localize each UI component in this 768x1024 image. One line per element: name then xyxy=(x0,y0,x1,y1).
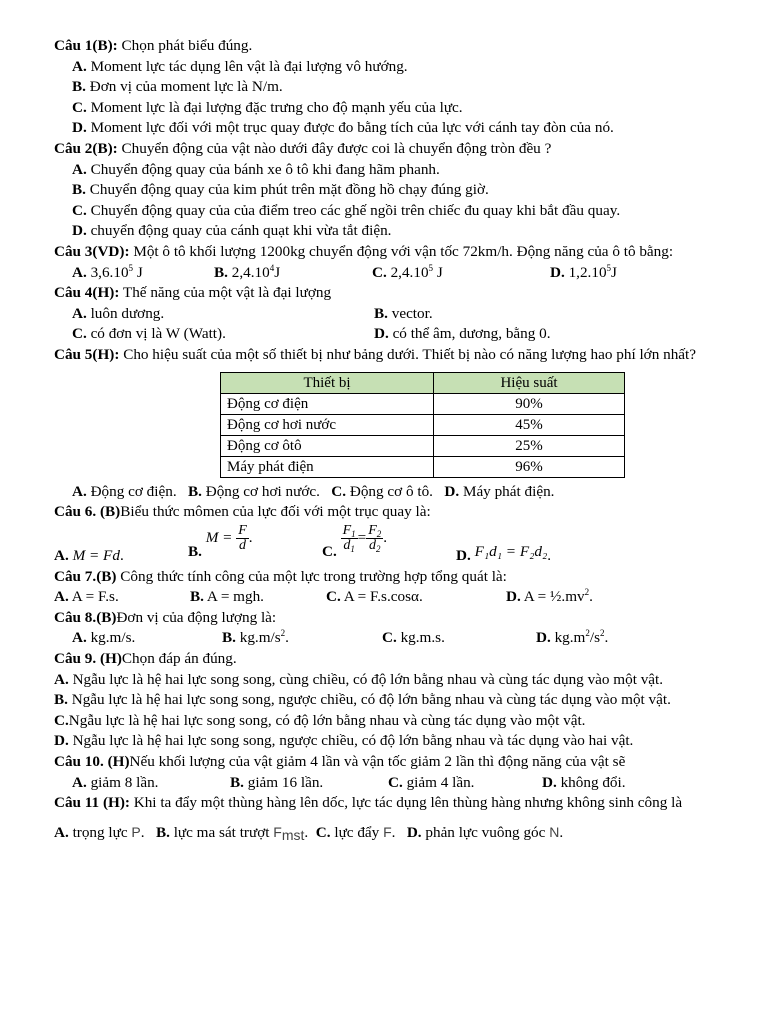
exam-page xyxy=(54,36,718,843)
table-cell: 96% xyxy=(434,456,625,477)
question-11-text: Khi ta đẩy một thùng hàng lên dốc, lực tác dụng lên thùng hàng nhưng không sinh công là xyxy=(129,794,683,812)
question-9 xyxy=(54,649,718,752)
q7-option-b: B. A = mgh. xyxy=(190,588,264,606)
table-header: Hiệu suất xyxy=(434,372,625,393)
table-cell: 90% xyxy=(434,393,625,414)
question-1-text: Chọn phát biểu đúng. xyxy=(117,37,253,54)
q5-option-a: A. Động cơ điện. xyxy=(72,482,177,500)
q8-option-a: A. kg.m/s. xyxy=(72,629,136,647)
q3-options xyxy=(54,263,718,284)
q10-option-c: C. giảm 4 lần. xyxy=(388,773,475,791)
question-5 xyxy=(54,345,718,502)
question-2 xyxy=(54,139,718,242)
table-header-row xyxy=(221,372,625,393)
q9-option-a: A. Ngẫu lực là hệ hai lực song song, cùng chiều, có độ lớn bằng nhau và cùng tác dụng vào một vật. xyxy=(54,670,664,688)
question-9-head: Câu 9. (H) xyxy=(54,650,122,668)
q4-option-b: B. vector. xyxy=(374,304,433,322)
q4-option-a: A. luôn dương. xyxy=(72,304,165,322)
fraction: $\frac{F}{d}$ xyxy=(238,522,247,553)
q7-option-c: C. A = F.s.cosα. xyxy=(326,588,423,606)
question-6 xyxy=(54,502,718,567)
q10-option-a: A. giảm 8 lần. xyxy=(72,773,159,791)
question-7 xyxy=(54,567,718,608)
table-row xyxy=(221,414,625,435)
q11-option-c: C. lực đẩy F. xyxy=(315,823,396,841)
table-row xyxy=(221,393,625,414)
q4-option-d: D. có thể âm, dương, bằng 0. xyxy=(374,325,551,343)
q10-option-b: B. giảm 16 lần. xyxy=(230,773,324,791)
question-3-head: Câu 3(VD): xyxy=(54,242,130,260)
question-6-head: Câu 6. (B) xyxy=(54,503,121,521)
question-2-text: Chuyển động của vật nào dưới đây được coi là chuyển động tròn đều ? xyxy=(117,139,552,157)
question-1 xyxy=(54,36,718,139)
q3-option-b: B. 2,4.10$^4$J xyxy=(214,262,281,281)
q11-option-b: B. lực ma sát trượt $F_{mst}$. xyxy=(155,823,309,843)
table-header: Thiết bị xyxy=(221,372,434,393)
question-3-text: Một ô tô khối lượng 1200kg chuyển động với vận tốc 72km/h. Động năng của ô tô bằng: xyxy=(129,242,674,260)
table-cell: 45% xyxy=(434,414,625,435)
q6-option-a: A. M = Fd. xyxy=(54,547,124,565)
vector-f-symbol: F xyxy=(273,823,282,840)
question-4-head: Câu 4(H): xyxy=(54,284,120,302)
vector-n-symbol: N xyxy=(549,823,560,840)
q11-option-d: D. phản lực vuông góc N. xyxy=(406,823,564,841)
question-5-text: Cho hiệu suất của một số thiết bị như bảng dưới. Thiết bị nào có năng lượng hao phí lớn nhất? xyxy=(119,345,696,363)
q1-option-c: C. Moment lực là đại lượng đặc trưng cho độ mạnh yếu của lực. xyxy=(72,98,463,116)
q9-option-d: D. Ngẫu lực là hệ hai lực song song, ngược chiều, có độ lớn bằng nhau và tác dụng vào hai vật. xyxy=(54,732,634,750)
table-cell: 25% xyxy=(434,435,625,456)
table-cell: Máy phát điện xyxy=(221,456,434,477)
q10-option-d: D. không đổi. xyxy=(542,773,626,791)
question-2-head: Câu 2(B): xyxy=(54,139,118,157)
question-7-head: Câu 7.(B) xyxy=(54,567,117,585)
question-9-text: Chọn đáp án đúng. xyxy=(121,650,237,668)
question-4-text: Thế năng của một vật là đại lượng xyxy=(119,284,332,302)
efficiency-table xyxy=(220,372,625,478)
q9-option-b: B. Ngẫu lực là hệ hai lực song song, ngược chiều, có độ lớn bằng nhau và cùng tác dụng vào một vật. xyxy=(54,691,671,709)
q2-option-a: A. Chuyển động quay của bánh xe ô tô khi đang hãm phanh. xyxy=(72,160,440,178)
q8-option-c: C. kg.m.s. xyxy=(382,629,445,647)
q1-option-b: B. Đơn vị của moment lực là N/m. xyxy=(72,78,283,96)
q1-option-a: A. Moment lực tác dụng lên vật là đại lượng vô hướng. xyxy=(72,57,408,75)
q5-option-b: B. Động cơ hơi nước. xyxy=(188,482,320,500)
table-cell: Động cơ điện xyxy=(221,393,434,414)
table-row xyxy=(221,456,625,477)
question-4 xyxy=(54,283,718,345)
question-8 xyxy=(54,608,718,649)
q6-option-d: D. F₁d₁ = F₂d₂. xyxy=(456,543,552,565)
q7-option-d: D. $A = \frac{1}{2}.mv^2$. xyxy=(506,587,593,606)
q11-options xyxy=(54,822,718,844)
question-3 xyxy=(54,242,718,283)
question-11-head: Câu 11 (H): xyxy=(54,794,130,812)
question-11 xyxy=(54,793,718,843)
question-7-text: Công thức tính công của một lực trong trường hợp tổng quát là: xyxy=(116,567,507,585)
q8-option-b: B. $kg.m/s^2$. xyxy=(222,628,289,647)
question-10 xyxy=(54,752,718,793)
q6-option-b: B. M = $\frac{F}{d}$ . xyxy=(188,522,253,560)
question-8-head: Câu 8.(B) xyxy=(54,608,117,626)
q2-option-d: D. chuyển động quay của cánh quạt khi vừa tắt điện. xyxy=(72,222,392,240)
vector-p-symbol: P xyxy=(131,823,141,840)
vector-f-symbol: F xyxy=(383,823,392,840)
q2-option-b: B. Chuyển động quay của kim phút trên mặt đồng hồ chạy đúng giờ. xyxy=(72,181,489,199)
table-cell: Động cơ hơi nước xyxy=(221,414,434,435)
q3-option-d: D. 1,2.10$^5$J xyxy=(550,262,617,281)
question-10-head: Câu 10. (H) xyxy=(54,753,130,771)
question-5-head: Câu 5(H): xyxy=(54,345,120,363)
q3-option-c: C. 2,4.10$^5$ J xyxy=(372,262,443,281)
question-8-text: Đơn vị của động lượng là: xyxy=(116,608,277,626)
q5-options xyxy=(54,482,718,503)
question-1-head: Câu 1(B): xyxy=(54,37,118,54)
q6-option-c: C. $\frac{F_1}{d_1}$ = $\frac{F_2}{d_2}$ . xyxy=(322,522,388,560)
fraction: $\frac{F_2}{d_2}$ xyxy=(368,522,382,554)
q3-option-a: A. 3,6.10$^5$ J xyxy=(72,262,143,281)
table-cell: Động cơ ôtô xyxy=(221,435,434,456)
question-6-text: Biểu thức mômen của lực đối với một trục quay là: xyxy=(120,503,431,521)
q5-option-d: D. Máy phát điện. xyxy=(444,482,555,500)
q2-option-c: C. Chuyển động quay của của điểm treo các ghế ngồi trên chiếc đu quay khi bắt đầu quay. xyxy=(72,201,621,219)
q9-option-c: C.Ngẫu lực là hệ hai lực song song, có độ lớn bằng nhau và cùng tác dụng vào một vật. xyxy=(54,711,586,729)
q8-option-d: D. $kg.m^2/s^2$. xyxy=(536,628,609,647)
q6-options xyxy=(54,523,718,567)
q4-option-c: C. có đơn vị là W (Watt). xyxy=(72,325,226,343)
q11-option-a: A. trọng lực P. xyxy=(54,823,145,841)
table-row xyxy=(221,435,625,456)
question-10-text: Nếu khối lượng của vật giảm 4 lần và vận tốc giảm 2 lần thì động năng của vật sẽ xyxy=(129,753,626,771)
fraction: $\frac{F_1}{d_1}$ xyxy=(342,522,356,554)
q7-option-a: A. A = F.s. xyxy=(54,588,119,606)
q5-option-c: C. Động cơ ô tô. xyxy=(331,482,433,500)
q1-option-d: D. Moment lực đối với một trục quay được đo bằng tích của lực với cánh tay đòn của nó. xyxy=(72,119,614,137)
